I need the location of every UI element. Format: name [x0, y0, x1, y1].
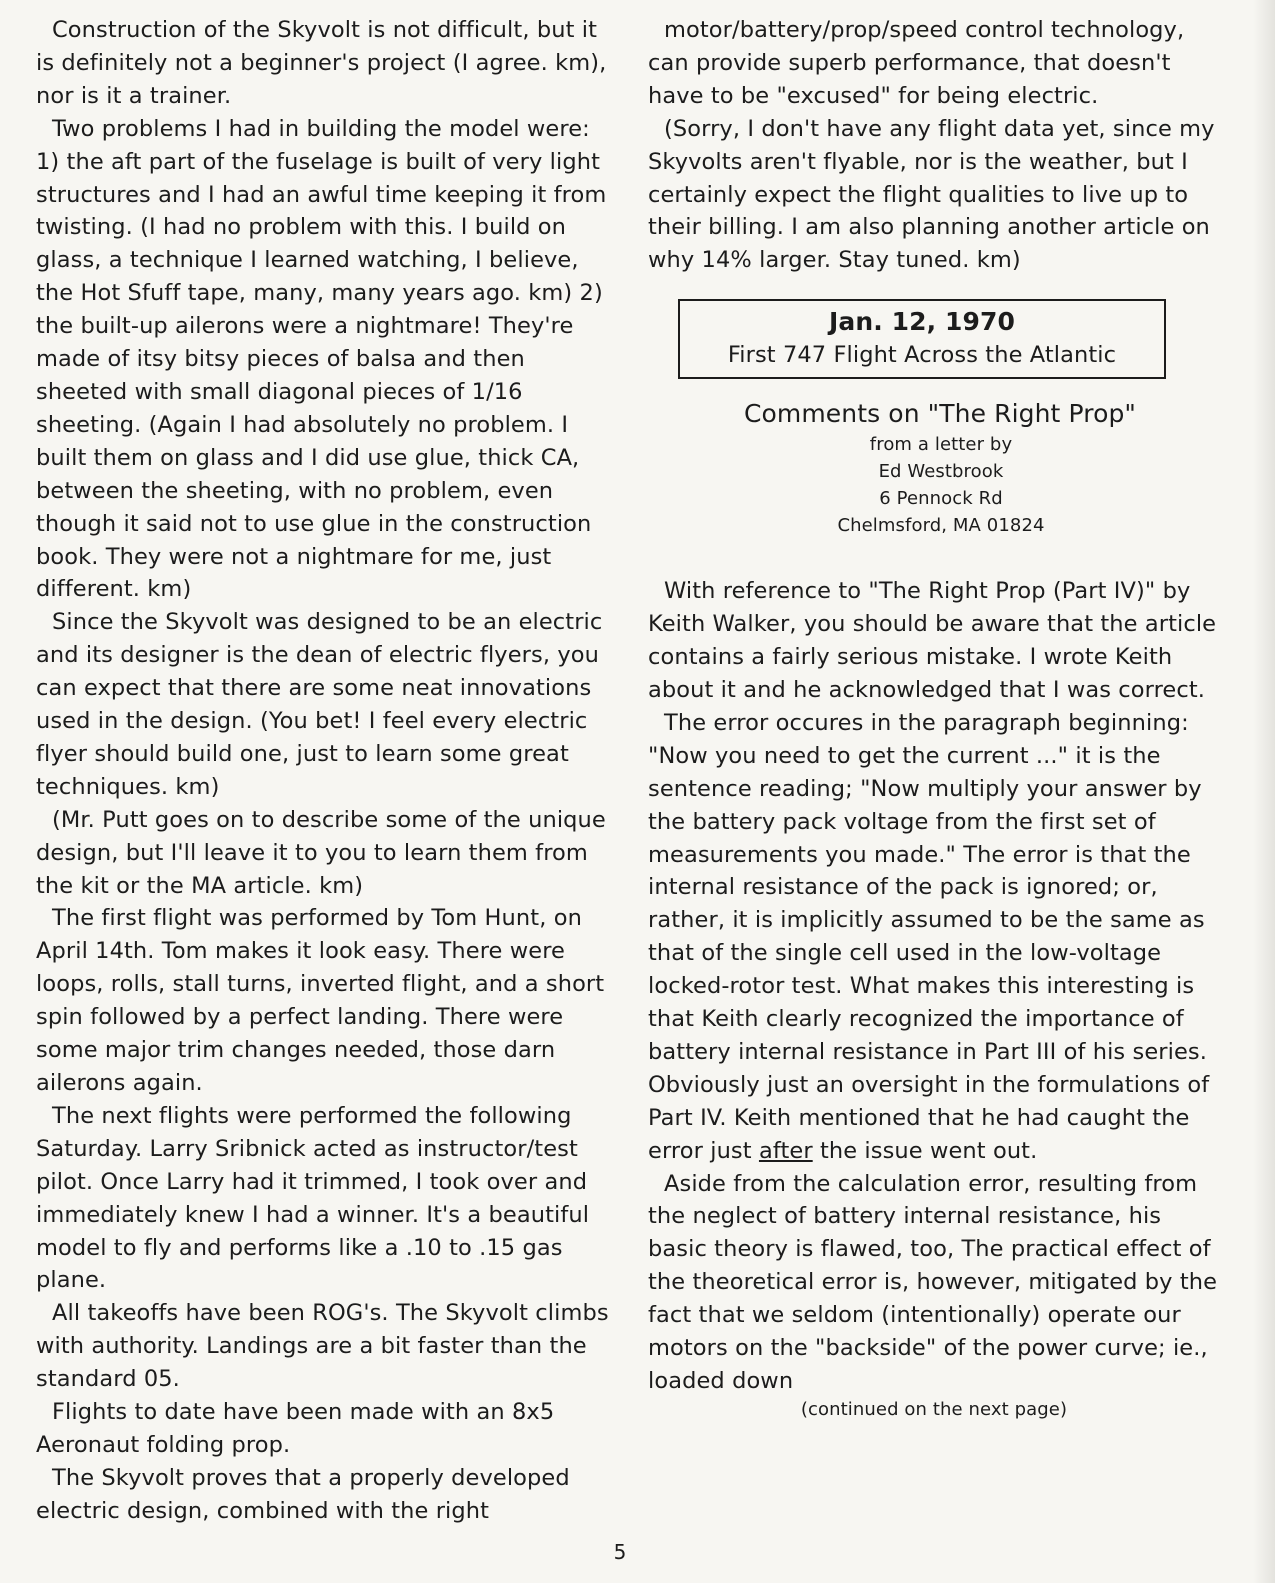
date-box-event: First 747 Flight Across the Atlantic [727, 342, 1117, 369]
paragraph: Two problems I had in building the model were: 1) the aft part of the fuselage is built of very light structures and I had an awful time keeping it from twisting. (I had no problem with this. I build on glass, a technique I learned watching, I believe, the Hot Sfuff tape, many, many years ago. km) 2) the built-up ailerons were a nightmare! They're made of itsy bitsy pieces of balsa and then sheeted with small diagonal pieces of 1/16 sheeting. (Again I had absolutely no problem. I built them on glass and I did use glue, thick CA, between the sheeting, with no problem, even though it said not to use glue in the construction book. They were not a nightmare for me, just different. km) [36, 115, 607, 603]
continued-note: (continued on the next page) [800, 1398, 1068, 1420]
paragraph: motor/battery/prop/speed control technology, can provide superb performance, that doesn't have to be "excused" for being electric. [648, 17, 1185, 109]
paragraph-text: The error occures in the paragraph beginning: "Now you need to get the current ..." it is the sentence reading; "Now multiply your answer by the battery pack voltage from the first set of measurements you made." The error is that the internal resistance of the pack is ignored; or, rather, it is implicitly assumed to be the same as that of the single cell used in the low-voltage locked-rotor test. What makes this interesting is that Keith clearly recognized the importance of battery internal resistance in Part III of his series. Obviously just an oversight in the formulations of Part IV. Keith mentioned that he had caught the error just [648, 709, 1210, 1164]
byline-city: Chelmsford, MA 01824 [837, 515, 1045, 537]
byline-street: 6 Pennock Rd [879, 488, 1003, 510]
paragraph: With reference to "The Right Prop (Part IV)" by Keith Walker, you should be aware that the article contains a fairly serious mistake. I wrote Keith about it and he acknowledged that I was correct. [648, 578, 1217, 703]
date-box-date: Jan. 12, 1970 [828, 307, 1016, 337]
article-title: Comments on "The Right Prop" [743, 399, 1137, 429]
page-edge [1253, 0, 1275, 1583]
paragraph: Flights to date have been made with an 8x5 Aeronaut folding prop. [36, 1399, 555, 1458]
byline-line: from a letter by [869, 434, 1013, 456]
left-column [36, 14, 616, 1528]
underlined-word: after [758, 1137, 813, 1164]
paragraph: (Mr. Putt goes on to describe some of the unique design, but I'll leave it to you to learn them from the kit or the MA article. km) [36, 806, 606, 899]
paragraph: The Skyvolt proves that a properly developed electric design, combined with the right [36, 1464, 570, 1524]
paragraph: All takeoffs have been ROG's. The Skyvolt climbs with authority. Landings are a bit faster than the standard 05. [36, 1300, 609, 1393]
paragraph: The first flight was performed by Tom Hunt, on April 14th. Tom makes it look easy. There were loops, rolls, stall turns, inverted flight, and a short spin followed by a perfect landing. There were some major trim changes needed, those darn ailerons again. [36, 905, 605, 1096]
byline [662, 431, 1220, 539]
paragraph-tail: the issue went out. [812, 1137, 1038, 1164]
paragraph: Construction of the Skyvolt is not difficult, but it is definitely not a beginner's project (I agree. km), nor is it a trainer. [36, 17, 607, 109]
page-number: 5 [613, 1540, 627, 1564]
right-column [648, 14, 1220, 1422]
spacer [648, 539, 1220, 575]
paragraph: Since the Skyvolt was designed to be an electric and its designer is the dean of electric flyers, you can expect that there are some neat innovations used in the design. (You bet! I feel every electric flyer should build one, just to learn some great techniques. km) [36, 609, 603, 800]
paragraph [648, 707, 1220, 1168]
paragraph: Aside from the calculation error, resulting from the neglect of battery internal resistance, his basic theory is flawed, too, The practical effect of the theoretical error is, however, mitigated by the fact that we seldom (intentionally) operate our motors on the "backside" of the power curve; ie., loaded down [648, 1170, 1218, 1394]
paragraph: (Sorry, I don't have any flight data yet, since my Skyvolts aren't flyable, nor is the weather, but I certainly expect the flight qualities to live up to their billing. I am also planning another article on why 14% larger. Stay tuned. km) [648, 115, 1215, 274]
byline-author: Ed Westbrook [878, 461, 1004, 483]
date-box [678, 299, 1166, 379]
paragraph: The next flights were performed the following Saturday. Larry Sribnick acted as instructor/test pilot. Once Larry had it trimmed, I took over and immediately knew I had a winner. It's a beautiful model to fly and performs like a .10 to .15 gas plane. [36, 1102, 590, 1294]
